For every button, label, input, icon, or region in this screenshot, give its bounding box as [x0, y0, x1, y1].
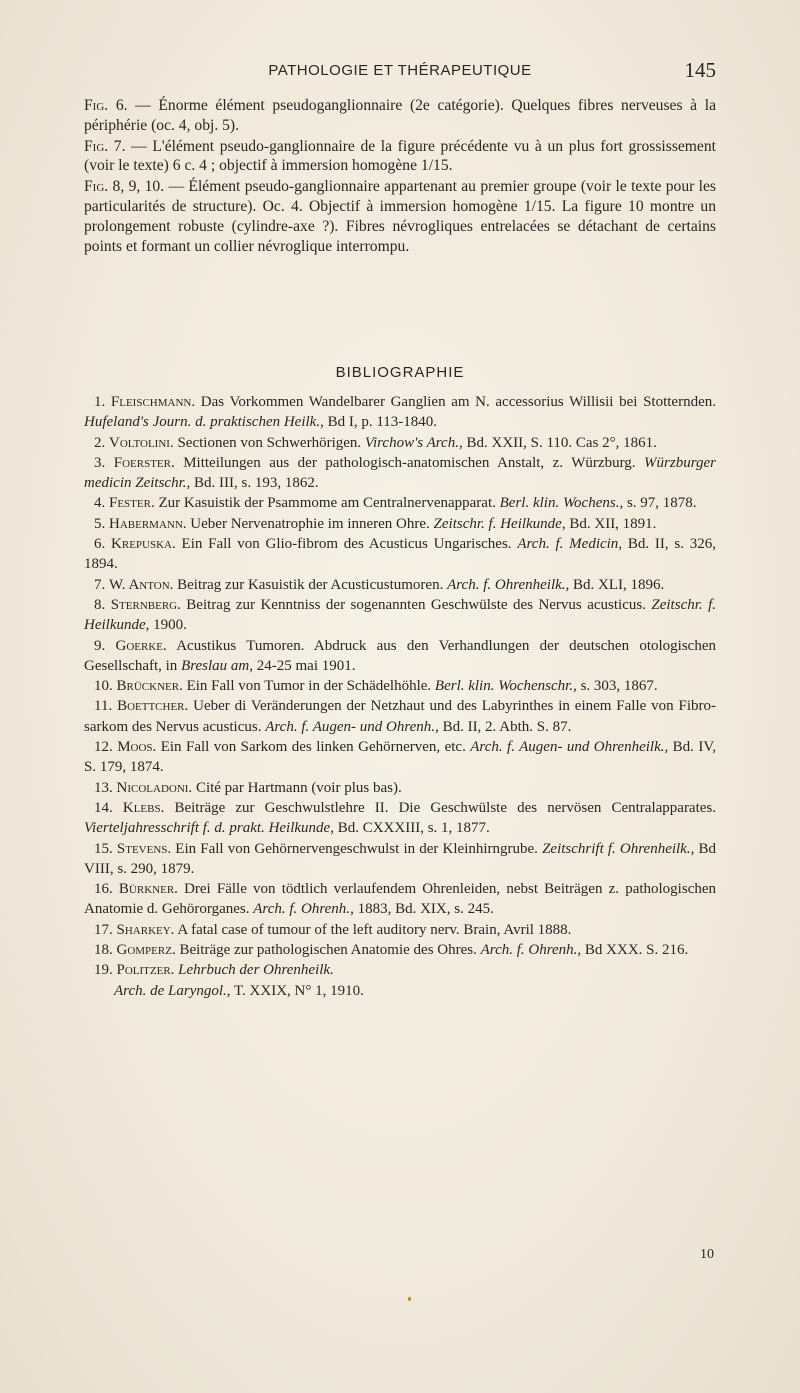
entry-journal: Arch. f. Ohrenh. — [253, 901, 351, 918]
entry-text: Ueber Nervenatrophie im inneren Ohre. — [186, 515, 434, 532]
entry-number: 17. — [94, 921, 113, 938]
caption-fig-7 — [84, 137, 716, 177]
entry-author: Habermann. — [109, 515, 187, 532]
entry-author: Klebs. — [122, 799, 165, 816]
bibliography-entry — [84, 392, 716, 433]
entry-number: 18. — [94, 942, 113, 959]
entry-text: Das Vorkommen Wandelbarer Ganglien am N. accessorius Willisii bei Stotternden. — [195, 394, 716, 410]
bibliography-entry — [84, 839, 716, 880]
caption-text: — L'élément pseudo-ganglionnaire de la figure précédente vu à un plus fort grossissement (voir le texte) 6 c. 4 ; objectif à immersion homogène 1/15. — [84, 137, 716, 175]
entry-journal: Breslau am — [181, 657, 250, 674]
caption-text: — Énorme élément pseudoganglionnaire (2e catégorie). Quelques fibres nerveuses à la périphérie (oc. 4, obj. 5). — [84, 97, 716, 134]
header-title: PATHOLOGIE ET THÉRAPEUTIQUE — [268, 62, 532, 79]
entry-author: Foerster. — [113, 454, 175, 471]
entry-journal: Hufeland's Journ. d. praktischen Heilk. — [84, 414, 321, 431]
entry-journal: Vierteljahresschrift f. d. prakt. Heilkunde — [84, 820, 331, 837]
bibliography-entry — [84, 433, 716, 453]
entry-details: , s. 97, 1878. — [619, 495, 697, 512]
bibliography-entry — [84, 676, 716, 696]
entry-number: 10. — [94, 678, 113, 695]
bibliography-entry — [84, 737, 716, 778]
entry-text: Beiträge zur pathologischen Anatomie des Ohres. — [175, 942, 481, 959]
entry-text: Mitteilungen aus der pathologisch-anatomischen Anstalt, z. Würzburg. — [174, 454, 645, 471]
signature-mark: 10 — [700, 1247, 714, 1262]
entry-number: 4. — [94, 495, 106, 512]
bibliography-entry — [84, 778, 716, 798]
entry-details: , 24-25 mai 1901. — [249, 657, 356, 674]
entry-author: Politzer. — [116, 962, 175, 979]
bibliography-entry — [84, 879, 716, 920]
entry-number: 5. — [94, 515, 106, 532]
bibliography-entry — [84, 595, 716, 636]
entry-text: Beiträge zur Geschwulstlehre II. Die Geschwülste des nervösen Centralapparates. — [164, 799, 717, 816]
entry-text: Drei Fälle von tödtlich verlaufendem Ohrenleiden, nebst Beiträgen z. pathologischen Anatomie d. Gehörorganes. — [84, 881, 717, 918]
entry-journal: Berl. klin. Wochens. — [499, 495, 620, 512]
entry-number: 3. — [94, 454, 106, 471]
figure-captions — [84, 96, 716, 257]
entry-text: Acustikus Tumoren. Abdruck aus den Verhandlungen der deutschen otologischen Gesellschaft, in — [84, 637, 716, 674]
entry-number: 11. — [94, 698, 113, 715]
entry-journal: Zeitschr. f. Heilkunde — [84, 596, 717, 634]
entry-author: Moos. — [117, 739, 157, 756]
entry-details: , Bd. II, 2. Abth. S. 87. — [435, 718, 572, 735]
entry-number: 16. — [94, 881, 113, 898]
bibliography-entry-continuation — [84, 981, 716, 1001]
entry-details: , s. 303, 1867. — [573, 678, 658, 695]
entry-journal: Arch. f. Ohrenheilk. — [447, 576, 566, 593]
entry-details: , Bd. CXXXIII, s. 1, 1877. — [330, 820, 490, 837]
entry-details: , Bd I, p. 113-1840. — [320, 414, 438, 431]
caption-fig-8-10 — [84, 177, 716, 256]
bibliography-entry — [84, 514, 716, 534]
entry-number: 7. — [94, 576, 106, 593]
entry-details: , 1900. — [145, 617, 187, 634]
entry-journal: Arch. f. Ohrenh. — [480, 942, 578, 959]
entry-author: Boettcher. — [117, 698, 189, 715]
bibliography-entry — [84, 636, 716, 677]
bibliography-entry — [84, 453, 716, 494]
bibliography-entry — [84, 696, 716, 737]
caption-fig-6 — [84, 96, 716, 136]
entry-details: , Bd. II, s. 326, 1894. — [84, 536, 716, 573]
entry-text: A fatal case of tumour of the left auditory nerv. Brain, Avril 1888. — [174, 921, 572, 938]
entry-number: 12. — [94, 739, 113, 756]
entry-details: , Bd. XII, 1891. — [561, 515, 657, 532]
bibliography-entry — [84, 534, 716, 575]
entry-number: 1. — [94, 394, 106, 410]
entry-author: Gomperz. — [116, 942, 176, 959]
entry-text: Ueber di Veränderungen der Netzhaut und des Labyrinthes in einem Falle von Fibro-sarkom des Nervus acusticus. — [84, 698, 716, 735]
paper-speck — [408, 1297, 411, 1301]
entry-text: Ein Fall von Tumor in der Schädelhöhle. — [182, 678, 435, 695]
entry-number: 2. — [94, 434, 106, 451]
entry-author: Voltolini. — [109, 434, 174, 451]
bibliography-entry — [84, 960, 716, 980]
caption-text: — Élément pseudo-ganglionnaire appartenant au premier groupe (voir le texte pour les particularités de structure). Oc. 4. Objectif à immersion homogène 1/15. La figure 10 montre un prolongement robuste (cylindre-axe ?). Fibres névrogliques entrelacées se détachant de certains points et formant un collier névroglique interrompu. — [84, 178, 717, 255]
entry-details: , Bd VIII, s. 290, 1879. — [84, 840, 716, 877]
entry-journal: Arch. f. Augen- und Ohrenh. — [265, 718, 436, 735]
page-number: 145 — [684, 58, 716, 82]
entry-journal: Arch. de Laryngol. — [114, 982, 227, 999]
caption-label: Fig. 6. — [84, 97, 128, 114]
entry-author: Goerke. — [115, 637, 167, 654]
entry-number: 14. — [94, 799, 113, 816]
entry-journal: Würzburger medicin Zeitschr. — [84, 454, 716, 492]
entry-journal: Lehrbuch der Ohrenheilk. — [178, 962, 334, 979]
entry-author: Bürkner. — [118, 881, 178, 898]
bibliography-entry — [84, 940, 716, 960]
entry-text: Zur Kasuistik der Psammome am Centralnervenapparat. — [154, 495, 500, 512]
entry-text: Ein Fall von Gehörnervengeschwulst in der Kleinhirngrube. — [171, 840, 543, 857]
bibliography-entry — [84, 575, 716, 595]
entry-author: W. Anton. — [109, 576, 174, 593]
entry-journal: Zeitschr. f. Heilkunde — [433, 515, 562, 532]
entry-number: 6. — [94, 536, 106, 553]
entry-author: Sternberg. — [110, 596, 181, 613]
entry-journal: Arch. f. Augen- und Ohrenheilk. — [470, 739, 665, 756]
bibliography-list — [84, 392, 716, 1001]
entry-details: , Bd. XXII, S. 110. Cas 2°, 1861. — [458, 434, 657, 451]
entry-author: Sharkey. — [116, 921, 175, 938]
entry-text: Ein Fall von Glio-fibrom des Acusticus Ungarisches. — [175, 536, 518, 553]
entry-author: Fester. — [109, 495, 155, 512]
entry-text: Ein Fall von Sarkom des linken Gehörnerven, etc. — [156, 739, 471, 756]
entry-details: , Bd. IV, S. 179, 1874. — [84, 739, 716, 776]
entry-details: , T. XXIX, N° 1, 1910. — [226, 982, 364, 999]
entry-details: , 1883, Bd. XIX, s. 245. — [350, 901, 494, 918]
bibliography-entry — [84, 920, 716, 940]
caption-label: Fig. 7. — [84, 137, 126, 155]
entry-text: Beitrag zur Kenntniss der sogenannten Geschwülste des Nervus acusticus. — [180, 596, 652, 613]
entry-journal: Berl. klin. Wochenschr. — [434, 678, 574, 695]
bibliography-entry — [84, 798, 716, 839]
entry-text: Beitrag zur Kasuistik der Acusticustumoren. — [173, 576, 448, 593]
caption-label: Fig. 8, 9, 10. — [84, 178, 165, 196]
entry-number: 9. — [94, 637, 106, 654]
entry-journal: Zeitschrift f. Ohrenheilk. — [542, 840, 691, 857]
entry-details: , Bd XXX. S. 216. — [577, 942, 689, 959]
entry-text: Cité par Hartmann (voir plus bas). — [192, 779, 402, 796]
entry-number: 8. — [94, 596, 106, 613]
entry-text: Sectionen von Schwerhörigen. — [173, 434, 365, 451]
entry-author: Fleischmann. — [110, 394, 196, 410]
entry-author: Nicoladoni. — [116, 779, 193, 796]
entry-journal: Virchow's Arch. — [364, 434, 459, 451]
running-header — [84, 60, 716, 84]
entry-author: Krepuska. — [111, 536, 176, 553]
entry-number: 19. — [94, 962, 113, 979]
entry-journal: Arch. f. Medicin — [517, 536, 619, 553]
bibliography-title: BIBLIOGRAPHIE — [335, 364, 465, 381]
bibliography-entry — [84, 493, 716, 513]
entry-details: , Bd. III, s. 193, 1862. — [186, 475, 319, 492]
entry-author: Stevens. — [116, 840, 172, 857]
entry-number: 13. — [94, 779, 113, 796]
entry-details: , Bd. XLI, 1896. — [565, 576, 665, 593]
entry-author: Brückner. — [116, 678, 183, 695]
entry-number: 15. — [94, 840, 113, 857]
